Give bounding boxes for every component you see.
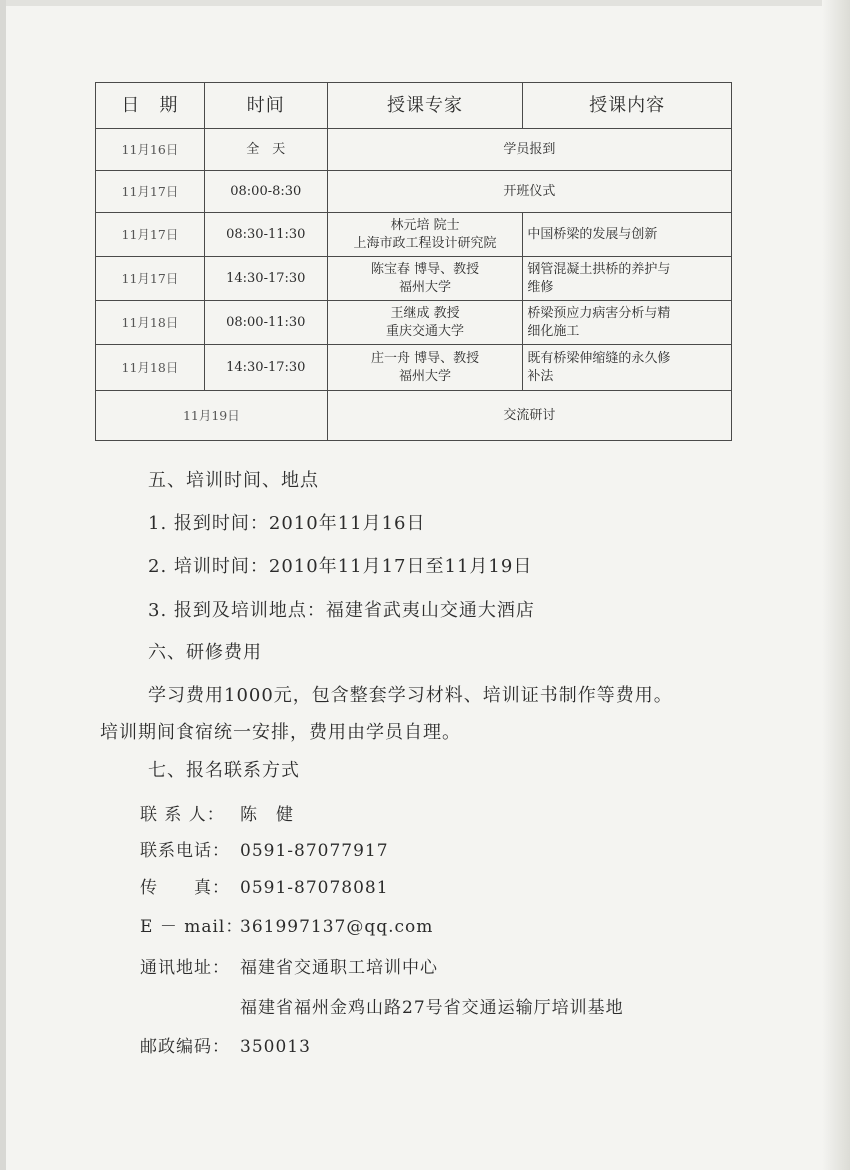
row-expert bbox=[327, 301, 523, 345]
content-line: 维修 bbox=[527, 279, 554, 295]
row-date: 11月17日 bbox=[96, 171, 205, 213]
row-time: 08:00-11:30 bbox=[204, 301, 327, 345]
table-row bbox=[96, 129, 732, 171]
row-date: 11月17日 bbox=[96, 213, 205, 257]
expert-name: 林元培 院士 bbox=[390, 217, 460, 233]
expert-name: 王继成 教授 bbox=[390, 305, 460, 321]
section-7-heading: 七、报名联系方式 bbox=[148, 760, 300, 781]
row-content bbox=[523, 257, 732, 301]
page-edge-left bbox=[0, 0, 6, 1170]
row-time: 全 天 bbox=[204, 129, 327, 171]
row-date: 11月18日 bbox=[96, 345, 205, 391]
row-time: 08:30-11:30 bbox=[204, 213, 327, 257]
table-row bbox=[96, 345, 732, 391]
phone-label: 联系电话： bbox=[140, 841, 230, 861]
phone-row bbox=[140, 836, 389, 861]
contact-person-row bbox=[140, 800, 294, 825]
content-line: 细化施工 bbox=[527, 323, 580, 339]
row-time: 14:30-17:30 bbox=[204, 257, 327, 301]
email-row bbox=[140, 912, 433, 937]
address-row bbox=[140, 953, 438, 978]
header-expert: 授课专家 bbox=[327, 83, 523, 129]
expert-affiliation: 福州大学 bbox=[399, 279, 452, 295]
expert-affiliation: 福州大学 bbox=[399, 368, 452, 384]
table-row bbox=[96, 213, 732, 257]
row-date: 11月18日 bbox=[96, 301, 205, 345]
content-line: 钢管混凝土拱桥的养护与 bbox=[527, 261, 671, 277]
postcode-label: 邮政编码： bbox=[140, 1037, 230, 1057]
content-line: 补法 bbox=[527, 368, 554, 384]
schedule-table bbox=[95, 82, 732, 441]
report-time: 1. 报到时间：2010年11月16日 bbox=[148, 513, 426, 534]
expert-affiliation: 重庆交通大学 bbox=[386, 323, 465, 339]
header-date: 日 期 bbox=[96, 83, 205, 129]
row-event: 交流研讨 bbox=[327, 391, 731, 441]
row-content bbox=[523, 213, 732, 257]
row-content bbox=[523, 301, 732, 345]
fee-paragraph-line-2: 培训期间食宿统一安排，费用由学员自理。 bbox=[100, 722, 461, 743]
row-expert bbox=[327, 257, 523, 301]
table-row bbox=[96, 257, 732, 301]
row-date: 11月17日 bbox=[96, 257, 205, 301]
address-label: 通讯地址： bbox=[140, 958, 230, 978]
training-time: 2. 培训时间：2010年11月17日至11月19日 bbox=[148, 556, 533, 577]
content-line: 中国桥梁的发展与创新 bbox=[527, 226, 658, 242]
contact-person-value: 陈 健 bbox=[240, 805, 294, 825]
row-event: 学员报到 bbox=[327, 129, 731, 171]
page-edge-right bbox=[822, 0, 850, 1170]
content-line: 既有桥梁伸缩缝的永久修 bbox=[527, 350, 671, 366]
phone-value: 0591-87077917 bbox=[240, 841, 389, 861]
fax-value: 0591-87078081 bbox=[240, 878, 389, 898]
training-location: 3. 报到及培训地点：福建省武夷山交通大酒店 bbox=[148, 600, 535, 621]
postcode-row bbox=[140, 1032, 311, 1057]
table-row bbox=[96, 171, 732, 213]
expert-name: 庄一舟 博导、教授 bbox=[370, 350, 480, 366]
table-row bbox=[96, 391, 732, 441]
fax-row bbox=[140, 873, 389, 898]
contact-person-label: 联 系 人： bbox=[140, 805, 225, 825]
expert-name: 陈宝春 博导、教授 bbox=[370, 261, 480, 277]
page-edge-top bbox=[0, 0, 850, 6]
fax-label: 传 真： bbox=[140, 878, 230, 898]
email-label: E － mail： bbox=[140, 917, 244, 937]
table-header-row bbox=[96, 83, 732, 129]
postcode-value: 350013 bbox=[240, 1037, 311, 1057]
row-content bbox=[523, 345, 732, 391]
content-line: 桥梁预应力病害分析与精 bbox=[527, 305, 671, 321]
address-value-1: 福建省交通职工培训中心 bbox=[240, 958, 438, 978]
row-date: 11月19日 bbox=[96, 391, 328, 441]
expert-affiliation: 上海市政工程设计研究院 bbox=[353, 235, 497, 251]
row-date: 11月16日 bbox=[96, 129, 205, 171]
header-content: 授课内容 bbox=[523, 83, 732, 129]
row-time: 14:30-17:30 bbox=[204, 345, 327, 391]
fee-paragraph-line-1: 学习费用1000元，包含整套学习材料、培训证书制作等费用。 bbox=[148, 685, 673, 706]
table-row bbox=[96, 301, 732, 345]
row-expert bbox=[327, 213, 523, 257]
address-row-2 bbox=[240, 993, 624, 1018]
section-5-heading: 五、培训时间、地点 bbox=[148, 470, 319, 491]
row-time: 08:00-8:30 bbox=[204, 171, 327, 213]
email-value: 361997137@qq.com bbox=[240, 917, 434, 937]
row-expert bbox=[327, 345, 523, 391]
row-event: 开班仪式 bbox=[327, 171, 731, 213]
header-time: 时间 bbox=[204, 83, 327, 129]
address-value-2: 福建省福州金鸡山路27号省交通运输厅培训基地 bbox=[240, 998, 624, 1018]
section-6-heading: 六、研修费用 bbox=[148, 642, 262, 663]
